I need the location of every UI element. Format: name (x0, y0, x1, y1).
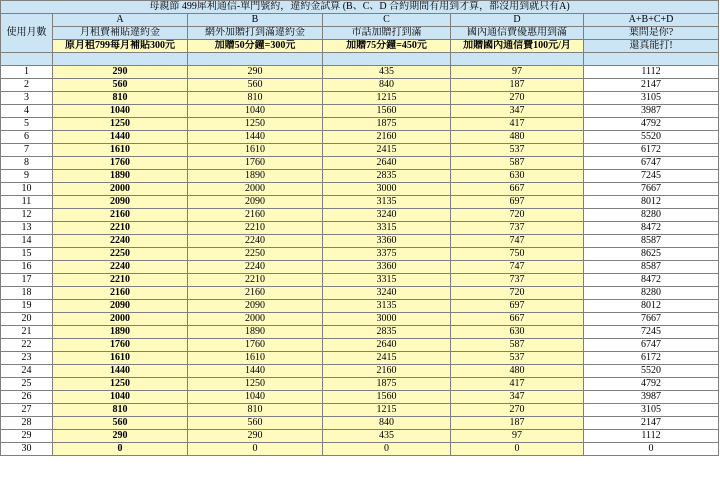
value-b: 1040 (188, 391, 323, 404)
value-total: 3987 (584, 391, 719, 404)
value-c: 2160 (323, 131, 451, 144)
value-total: 5520 (584, 131, 719, 144)
value-c: 2640 (323, 157, 451, 170)
value-b: 2240 (188, 235, 323, 248)
value-c: 1875 (323, 118, 451, 131)
value-b: 1040 (188, 105, 323, 118)
value-b: 2250 (188, 248, 323, 261)
value-a: 2210 (53, 274, 188, 287)
value-d: 537 (451, 352, 584, 365)
value-d: 750 (451, 248, 584, 261)
value-c: 435 (323, 430, 451, 443)
table-row (1, 417, 719, 430)
col-letter-b: B (188, 14, 323, 27)
value-total: 7667 (584, 183, 719, 196)
value-b: 2090 (188, 300, 323, 313)
value-total: 7245 (584, 326, 719, 339)
value-c: 2160 (323, 365, 451, 378)
col-name-b: 網外加贈打到滿違約金 (188, 27, 323, 40)
value-d: 720 (451, 287, 584, 300)
month-cell: 3 (1, 92, 53, 105)
month-header: 使用月數 (1, 14, 53, 53)
value-d: 480 (451, 365, 584, 378)
month-cell: 21 (1, 326, 53, 339)
value-d: 270 (451, 404, 584, 417)
month-cell: 4 (1, 105, 53, 118)
month-cell: 19 (1, 300, 53, 313)
value-b: 2240 (188, 261, 323, 274)
value-a: 2000 (53, 313, 188, 326)
value-c: 2415 (323, 352, 451, 365)
month-cell: 5 (1, 118, 53, 131)
value-d: 480 (451, 131, 584, 144)
value-b: 2000 (188, 183, 323, 196)
value-total: 3105 (584, 92, 719, 105)
value-a: 1250 (53, 378, 188, 391)
value-d: 417 (451, 118, 584, 131)
table-row (1, 391, 719, 404)
value-total: 8587 (584, 235, 719, 248)
value-d: 630 (451, 170, 584, 183)
month-cell: 28 (1, 417, 53, 430)
value-a: 0 (53, 443, 188, 456)
value-a: 810 (53, 404, 188, 417)
month-cell: 26 (1, 391, 53, 404)
month-cell: 24 (1, 365, 53, 378)
column-name-row (1, 27, 719, 40)
value-d: 347 (451, 105, 584, 118)
month-cell: 22 (1, 339, 53, 352)
value-d: 697 (451, 196, 584, 209)
value-total: 1112 (584, 66, 719, 79)
value-c: 1215 (323, 404, 451, 417)
promo-b: 加贈50分鐘=300元 (188, 40, 323, 53)
table-row (1, 170, 719, 183)
value-c: 3360 (323, 235, 451, 248)
value-total: 8472 (584, 274, 719, 287)
value-d: 667 (451, 313, 584, 326)
table-row (1, 326, 719, 339)
value-a: 2090 (53, 196, 188, 209)
table-row (1, 300, 719, 313)
title-row (1, 1, 719, 14)
month-cell: 30 (1, 443, 53, 456)
value-a: 1760 (53, 339, 188, 352)
value-total: 8472 (584, 222, 719, 235)
table-row (1, 352, 719, 365)
promo-d: 加贈國內通信費100元/月 (451, 40, 584, 53)
value-b: 2000 (188, 313, 323, 326)
value-b: 290 (188, 430, 323, 443)
value-total: 4792 (584, 378, 719, 391)
month-cell: 18 (1, 287, 53, 300)
value-c: 435 (323, 66, 451, 79)
value-a: 560 (53, 79, 188, 92)
value-total: 6172 (584, 352, 719, 365)
value-d: 270 (451, 92, 584, 105)
table-row (1, 222, 719, 235)
month-cell: 29 (1, 430, 53, 443)
value-c: 3315 (323, 274, 451, 287)
value-total: 8012 (584, 300, 719, 313)
value-d: 587 (451, 339, 584, 352)
value-a: 810 (53, 92, 188, 105)
value-c: 2640 (323, 339, 451, 352)
value-a: 2090 (53, 300, 188, 313)
table-row (1, 430, 719, 443)
value-a: 1760 (53, 157, 188, 170)
month-cell: 2 (1, 79, 53, 92)
value-d: 187 (451, 79, 584, 92)
value-d: 97 (451, 66, 584, 79)
table-row (1, 261, 719, 274)
table-row (1, 105, 719, 118)
value-d: 747 (451, 261, 584, 274)
value-c: 2415 (323, 144, 451, 157)
table-row (1, 274, 719, 287)
table-row (1, 79, 719, 92)
value-d: 587 (451, 157, 584, 170)
value-b: 2090 (188, 196, 323, 209)
table-row (1, 183, 719, 196)
value-total: 0 (584, 443, 719, 456)
col-name-d: 國內通信費優惠用到滿 (451, 27, 584, 40)
value-b: 1890 (188, 326, 323, 339)
value-a: 1040 (53, 391, 188, 404)
col-name-a: 月租費補貼違約金 (53, 27, 188, 40)
table-row (1, 235, 719, 248)
value-c: 3375 (323, 248, 451, 261)
promo-a: 原月租799每月補貼300元 (53, 40, 188, 53)
value-a: 560 (53, 417, 188, 430)
value-b: 560 (188, 417, 323, 430)
month-cell: 9 (1, 170, 53, 183)
table-row (1, 404, 719, 417)
value-total: 3105 (584, 404, 719, 417)
value-c: 3240 (323, 209, 451, 222)
value-a: 2240 (53, 261, 188, 274)
value-c: 1215 (323, 92, 451, 105)
value-a: 1610 (53, 352, 188, 365)
value-c: 3135 (323, 300, 451, 313)
table-row (1, 443, 719, 456)
month-cell: 15 (1, 248, 53, 261)
col-name-total: 葉問是你? (584, 27, 719, 40)
table-row (1, 131, 719, 144)
month-cell: 11 (1, 196, 53, 209)
month-cell: 1 (1, 66, 53, 79)
header-separator (1, 53, 719, 66)
value-total: 8587 (584, 261, 719, 274)
table-row (1, 365, 719, 378)
value-a: 2160 (53, 209, 188, 222)
month-cell: 16 (1, 261, 53, 274)
value-b: 1440 (188, 131, 323, 144)
value-c: 2835 (323, 326, 451, 339)
value-b: 560 (188, 79, 323, 92)
value-c: 0 (323, 443, 451, 456)
value-a: 290 (53, 66, 188, 79)
table-row (1, 339, 719, 352)
value-total: 7245 (584, 170, 719, 183)
value-b: 0 (188, 443, 323, 456)
value-total: 6747 (584, 157, 719, 170)
value-total: 1112 (584, 430, 719, 443)
table-row (1, 66, 719, 79)
value-d: 737 (451, 222, 584, 235)
value-b: 1440 (188, 365, 323, 378)
month-cell: 20 (1, 313, 53, 326)
col-letter-c: C (323, 14, 451, 27)
value-a: 1250 (53, 118, 188, 131)
value-total: 8280 (584, 287, 719, 300)
value-b: 810 (188, 404, 323, 417)
table-row (1, 144, 719, 157)
value-b: 2210 (188, 222, 323, 235)
month-cell: 13 (1, 222, 53, 235)
table-row (1, 209, 719, 222)
value-c: 3315 (323, 222, 451, 235)
value-d: 347 (451, 391, 584, 404)
month-cell: 10 (1, 183, 53, 196)
value-b: 2160 (188, 287, 323, 300)
value-total: 8625 (584, 248, 719, 261)
value-a: 1890 (53, 326, 188, 339)
table-row (1, 118, 719, 131)
value-d: 630 (451, 326, 584, 339)
month-cell: 7 (1, 144, 53, 157)
value-a: 1440 (53, 365, 188, 378)
value-a: 2240 (53, 235, 188, 248)
value-total: 6172 (584, 144, 719, 157)
table-row (1, 92, 719, 105)
value-a: 2210 (53, 222, 188, 235)
value-c: 1560 (323, 391, 451, 404)
value-a: 1610 (53, 144, 188, 157)
value-c: 2835 (323, 170, 451, 183)
value-c: 3240 (323, 287, 451, 300)
value-total: 2147 (584, 417, 719, 430)
value-b: 1610 (188, 144, 323, 157)
value-b: 1250 (188, 118, 323, 131)
value-total: 2147 (584, 79, 719, 92)
value-d: 537 (451, 144, 584, 157)
month-cell: 8 (1, 157, 53, 170)
value-d: 97 (451, 430, 584, 443)
value-a: 1890 (53, 170, 188, 183)
promo-c: 加贈75分鐘=450元 (323, 40, 451, 53)
month-cell: 14 (1, 235, 53, 248)
table-row (1, 157, 719, 170)
table-row (1, 248, 719, 261)
col-name-c: 市話加贈打到滿 (323, 27, 451, 40)
table-row (1, 196, 719, 209)
value-c: 840 (323, 417, 451, 430)
value-total: 3987 (584, 105, 719, 118)
col-letter-total: A+B+C+D (584, 14, 719, 27)
value-d: 720 (451, 209, 584, 222)
value-b: 1760 (188, 157, 323, 170)
value-b: 2210 (188, 274, 323, 287)
value-c: 3000 (323, 313, 451, 326)
value-d: 417 (451, 378, 584, 391)
value-d: 667 (451, 183, 584, 196)
value-b: 2160 (188, 209, 323, 222)
table-row (1, 287, 719, 300)
promo-row (1, 40, 719, 53)
month-cell: 27 (1, 404, 53, 417)
value-a: 2160 (53, 287, 188, 300)
promo-total: 還真能打! (584, 40, 719, 53)
column-letter-row (1, 14, 719, 27)
value-c: 1560 (323, 105, 451, 118)
value-c: 840 (323, 79, 451, 92)
value-a: 2250 (53, 248, 188, 261)
month-cell: 23 (1, 352, 53, 365)
table-row (1, 313, 719, 326)
value-c: 3000 (323, 183, 451, 196)
value-total: 4792 (584, 118, 719, 131)
value-d: 187 (451, 417, 584, 430)
value-c: 3135 (323, 196, 451, 209)
value-d: 0 (451, 443, 584, 456)
value-b: 1890 (188, 170, 323, 183)
col-letter-a: A (53, 14, 188, 27)
page-title: 母親節 499犀利通信-單門號約，違約金試算 (B、C、D 合約期間有用到才算，都沒用到就只有A) (1, 1, 719, 14)
value-a: 290 (53, 430, 188, 443)
value-d: 747 (451, 235, 584, 248)
value-c: 3360 (323, 261, 451, 274)
value-d: 697 (451, 300, 584, 313)
month-cell: 12 (1, 209, 53, 222)
value-a: 2000 (53, 183, 188, 196)
value-b: 290 (188, 66, 323, 79)
month-cell: 17 (1, 274, 53, 287)
value-b: 810 (188, 92, 323, 105)
value-total: 5520 (584, 365, 719, 378)
value-total: 8280 (584, 209, 719, 222)
table-row (1, 378, 719, 391)
value-total: 8012 (584, 196, 719, 209)
month-cell: 25 (1, 378, 53, 391)
value-a: 1040 (53, 105, 188, 118)
value-b: 1760 (188, 339, 323, 352)
value-total: 6747 (584, 339, 719, 352)
col-letter-d: D (451, 14, 584, 27)
value-d: 737 (451, 274, 584, 287)
value-a: 1440 (53, 131, 188, 144)
value-b: 1250 (188, 378, 323, 391)
value-b: 1610 (188, 352, 323, 365)
month-cell: 6 (1, 131, 53, 144)
value-c: 1875 (323, 378, 451, 391)
value-total: 7667 (584, 313, 719, 326)
